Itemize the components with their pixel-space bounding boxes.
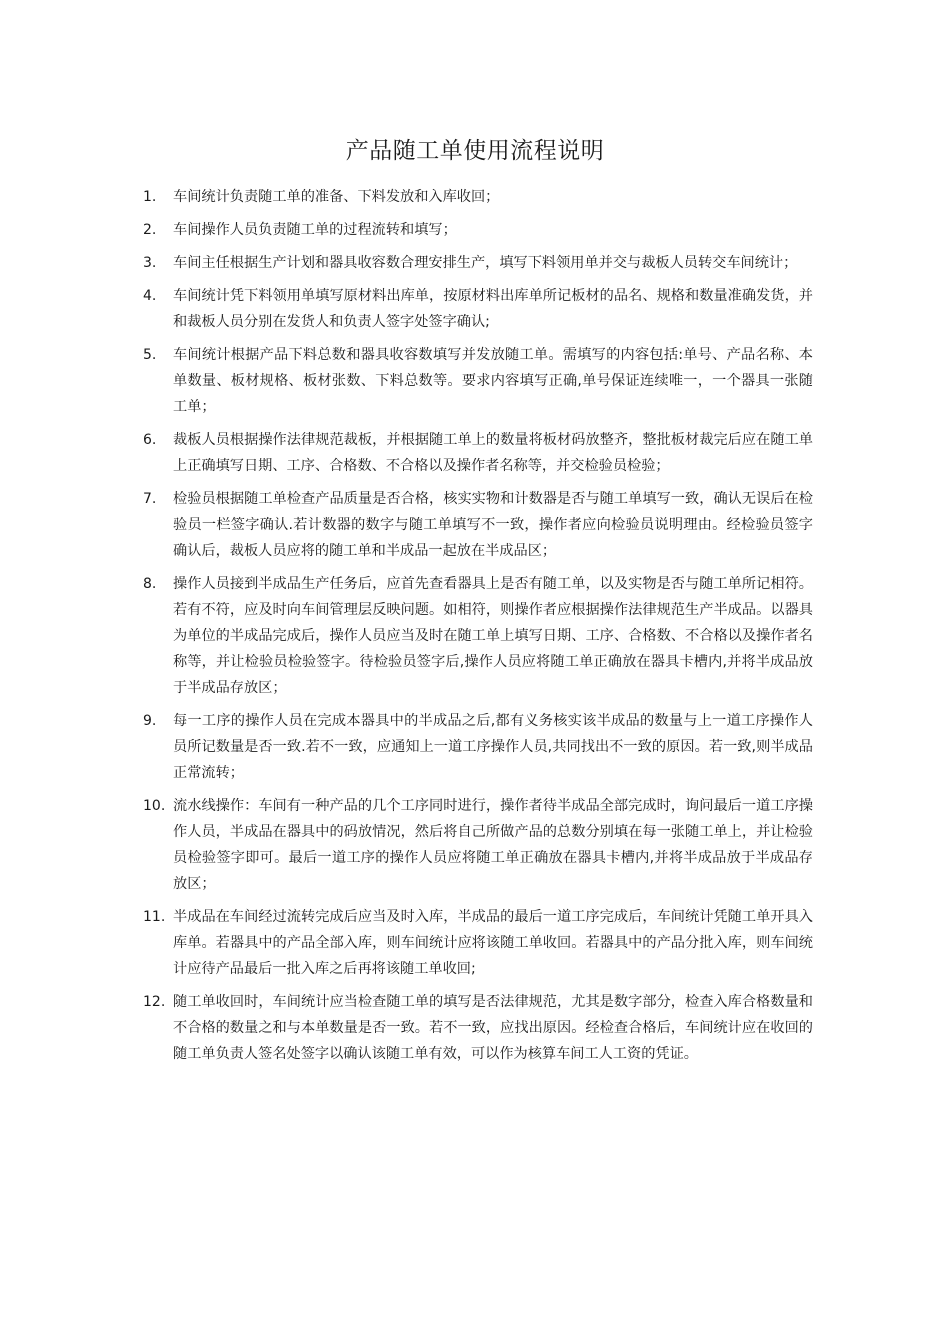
step-text: 半成品在车间经过流转完成后应当及时入库，半成品的最后一道工序完成后，车间统计凭随工单开具入库单。若器具中的产品全部入库，则车间统计应将该随工单收回。若器具中的产品分批入库，则车间统计应待产品最后一批入库之后再将该随工单收回;	[173, 909, 813, 977]
step-number: 8.	[143, 576, 157, 592]
step-number: 1.	[143, 189, 157, 205]
step-text: 车间统计凭下料领用单填写原材料出库单，按原材料出库单所记板材的品名、规格和数量准确发货，并和裁板人员分别在发货人和负责人签字处签字确认;	[173, 288, 813, 330]
step-text: 车间统计根据产品下料总数和器具收容数填写并发放随工单。需填写的内容包括:单号、产品名称、本单数量、板材规格、板材张数、下料总数等。要求内容填写正确,单号保证连续唯一，一个器具一张随工单；	[173, 347, 813, 415]
step-text: 流水线操作：车间有一种产品的几个工序同时进行，操作者待半成品全部完成时，询问最后一道工序操作人员，半成品在器具中的码放情况，然后将自己所做产品的总数分别填在每一张随工单上，并让检验员检验签字即可。最后一道工序的操作人员应将随工单正确放在器具卡槽内,并将半成品放于半成品存放区；	[173, 798, 813, 892]
list-item	[0, 250, 950, 276]
list-item	[0, 486, 950, 564]
document-title: 产品随工单使用流程说明	[345, 138, 605, 164]
step-text: 车间统计负责随工单的准备、下料发放和入库收回；	[173, 189, 500, 205]
list-item	[0, 793, 950, 897]
step-text: 操作人员接到半成品生产任务后，应首先查看器具上是否有随工单，以及实物是否与随工单所记相符。若有不符，应及时向车间管理层反映问题。如相符，则操作者应根据操作法律规范生产半成品。以器具为单位的半成品完成后，操作人员应当及时在随工单上填写日期、工序、合格数、不合格以及操作者名称等，并让检验员检验签字。待检验员签字后,操作人员应将随工单正确放在器具卡槽内,并将半成品放于半成品存放区；	[173, 576, 813, 696]
list-item	[0, 708, 950, 786]
step-number: 2.	[143, 222, 157, 238]
step-number: 12.	[143, 994, 166, 1010]
step-number: 10.	[143, 798, 166, 814]
list-item	[0, 217, 950, 243]
step-number: 5.	[143, 347, 157, 363]
list-item	[0, 904, 950, 982]
list-item	[0, 427, 950, 479]
step-number: 3.	[143, 255, 157, 271]
step-text: 每一工序的操作人员在完成本器具中的半成品之后,都有义务核实该半成品的数量与上一道工序操作人员所记数量是否一致.若不一致，应通知上一道工序操作人员,共同找出不一致的原因。若一致,则半成品正常流转；	[173, 713, 813, 781]
step-text: 随工单收回时，车间统计应当检查随工单的填写是否法律规范，尤其是数字部分，检查入库合格数量和不合格的数量之和与本单数量是否一致。若不一致，应找出原因。经检查合格后，车间统计应在收回的随工单负责人签名处签字以确认该随工单有效，可以作为核算车间工人工资的凭证。	[173, 994, 813, 1062]
list-item	[0, 989, 950, 1067]
step-text: 检验员根据随工单检查产品质量是否合格，核实实物和计数器是否与随工单填写一致，确认无误后在检验员一栏签字确认.若计数器的数字与随工单填写不一致，操作者应向检验员说明理由。经检验员签字确认后，裁板人员应将的随工单和半成品一起放在半成品区；	[173, 491, 813, 559]
list-item	[0, 342, 950, 420]
step-text: 裁板人员根据操作法律规范裁板，并根据随工单上的数量将板材码放整齐，整批板材裁完后应在随工单上正确填写日期、工序、合格数、不合格以及操作者名称等，并交检验员检验；	[173, 432, 813, 474]
step-text: 车间主任根据生产计划和器具收容数合理安排生产，填写下料领用单并交与裁板人员转交车间统计；	[173, 255, 798, 271]
list-item	[0, 184, 950, 210]
list-item	[0, 283, 950, 335]
step-number: 6.	[143, 432, 157, 448]
step-text: 车间操作人员负责随工单的过程流转和填写；	[173, 222, 457, 238]
step-number: 4.	[143, 288, 157, 304]
step-list	[0, 184, 950, 1074]
list-item	[0, 571, 950, 701]
step-number: 7.	[143, 491, 157, 507]
step-number: 11.	[143, 909, 166, 925]
step-number: 9.	[143, 713, 157, 729]
